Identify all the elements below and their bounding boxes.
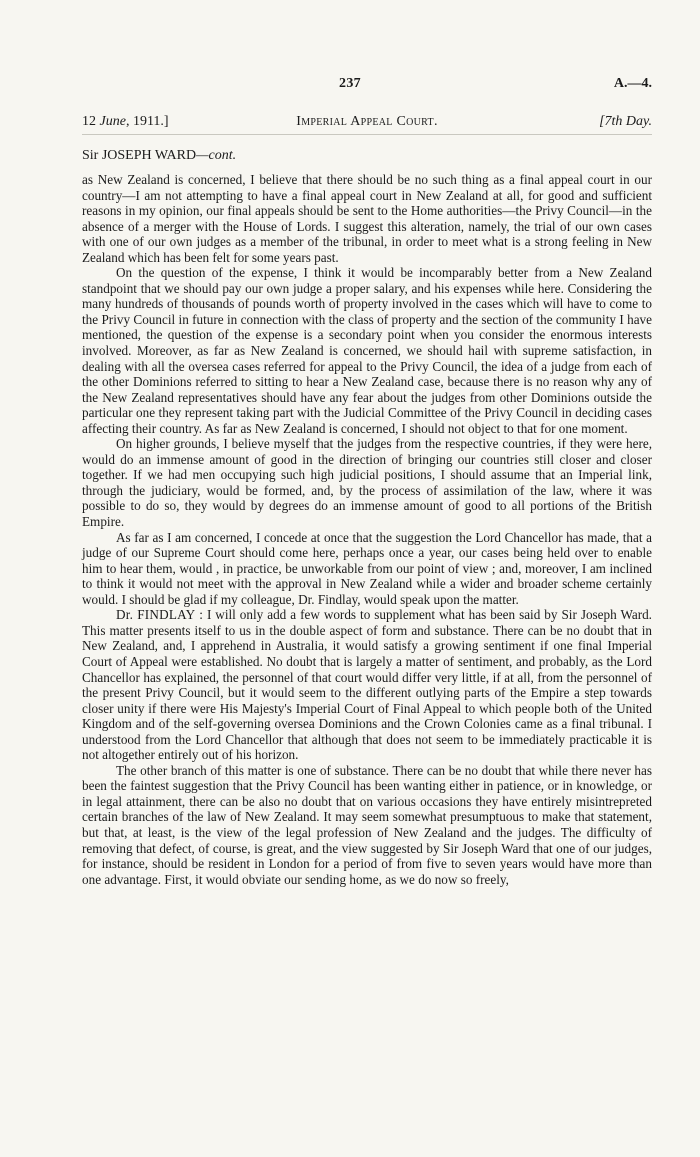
paragraph-text: : I will only add a few words to supplement what has been said by Sir Joseph Ward. This matter presents itself to us in the double aspect of form and substance. There can be no doubt that in New Zealand, and, I apprehend in Australia, it would satisfy a growing sentiment if one final Imperial Court of Appeal were established. No doubt that is largely a matter of sentiment, and probably, as the Lord Chancellor has explained, the personnel of that court would differ very little, if at all, from the personnel of the present Privy Council, but it would seem to the different outlying parts of the Empire a step towards closer unity if there were His Majesty's Imperial Court of Final Appeal to which people both of the United Kingdom and of the self-governing oversea Dominions and the Crown Colonies came as a final tribunal. I understood from the Lord Chancellor that although that does not seem to be immediately practicable it is not altogether entirely out of his horizon.: [82, 607, 652, 763]
page-number: 237: [339, 76, 361, 91]
speaker-heading-name: Sir JOSEPH WARD: [82, 148, 197, 163]
paragraph: [82, 607, 652, 762]
header-day: [599, 114, 652, 130]
paragraph: The other branch of this matter is one of substance. There can be no doubt that while there never has been the faintest suggestion that the Privy Council has been wanting either in patience, or in knowledge, or in legal attainment, there can be also no doubt that on various occasions they have entirely misintrepreted certain branches of the law of New Zealand. It may seem somewhat presumptuous to make that statement, but that, at least, is the view of the legal profession of New Zealand and the judges. The difficulty of removing that defect, of course, is great, and the view suggested by Sir Joseph Ward that one of our judges, for instance, should be resident in London for a period of from five to seven years would have more than one advantage. First, it would obviate our sending home, as we do now so freely,: [82, 762, 652, 887]
header-date-month: June: [99, 114, 126, 129]
paragraph: On higher grounds, I believe myself that the judges from the respective countries, if they were here, would do an immense amount of good in the direction of bringing our countries still closer and closer together. If we had men occupying such high judicial positions, I should assume that an Imperial link, through the judiciary, would be formed, and, by the process of assimilation of the law, where it was possible to do so, they would by degrees do an immense amount of good to all portions of the British Empire.: [82, 436, 652, 530]
speaker-name: Dr. FINDLAY: [116, 607, 196, 623]
paragraph: As far as I am concerned, I concede at once that the suggestion the Lord Chancellor has made, that a judge of our Supreme Court should come here, perhaps once a year, our cases being held over to enable him to hear them, would , in practice, be unworkable from our point of view ; and, moreover, I am inclined to think it would not meet with the approval in New Zealand while a wider and broader scheme certainly would. I should be glad if my colleague, Dr. Findlay, would speak upon the matter.: [82, 529, 652, 607]
paragraph: On the question of the expense, I think it would be incomparably better from a New Zealand standpoint that we should pay our own judge a proper salary, and his expenses while here. Considering the many hundreds of thousands of pounds worth of property involved in the cases which will have to come to the Privy Council in future in connection with the class of property and the section of the community I have mentioned, the question of the expense is a secondary point when you consider the enormous interests involved. Moreover, as far as New Zealand is concerned, we should hail with supreme satisfaction, in dealing with all the oversea cases referred for appeal to the Privy Council, the idea of a judge from each of the other Dominions referred to sitting to hear a New Zealand case, because there is no reason why any of the New Zealand representatives should have any fear about the judges from other Dominions outside the particular one they represent taking part with the Judicial Committee of the Privy Council in deciding cases affecting their country. As far as New Zealand is concerned, I should not object to that for one moment.: [82, 265, 652, 436]
speaker-heading-cont: —cont.: [196, 148, 237, 163]
header-date-prefix: 12: [82, 114, 100, 129]
paragraph: as New Zealand is concerned, I believe that there should be no such thing as a final appeal court in our country—I am not attempting to have a final appeal court in New Zealand at all, for good and sufficient reasons in my opinion, our final appeals should be sent to the Home authorities—the Privy Council—in the absence of a merger with the House of Lords. I suggest this alteration, namely, the trial of our own cases with one of our own judges as a member of the tribunal, in order to meet what is a strong feeling in New Zealand which has been felt for some years past.: [82, 172, 652, 265]
header-day-label: 7th Day.: [604, 114, 652, 129]
running-title: Imperial Appeal Court.: [296, 114, 438, 129]
running-header: [82, 114, 652, 135]
header-day-bracket: [: [599, 114, 605, 129]
speaker-heading: [82, 148, 236, 164]
body-text: [82, 172, 652, 887]
document-reference: A.—4.: [613, 76, 652, 91]
header-date-suffix: , 1911.]: [125, 114, 169, 129]
